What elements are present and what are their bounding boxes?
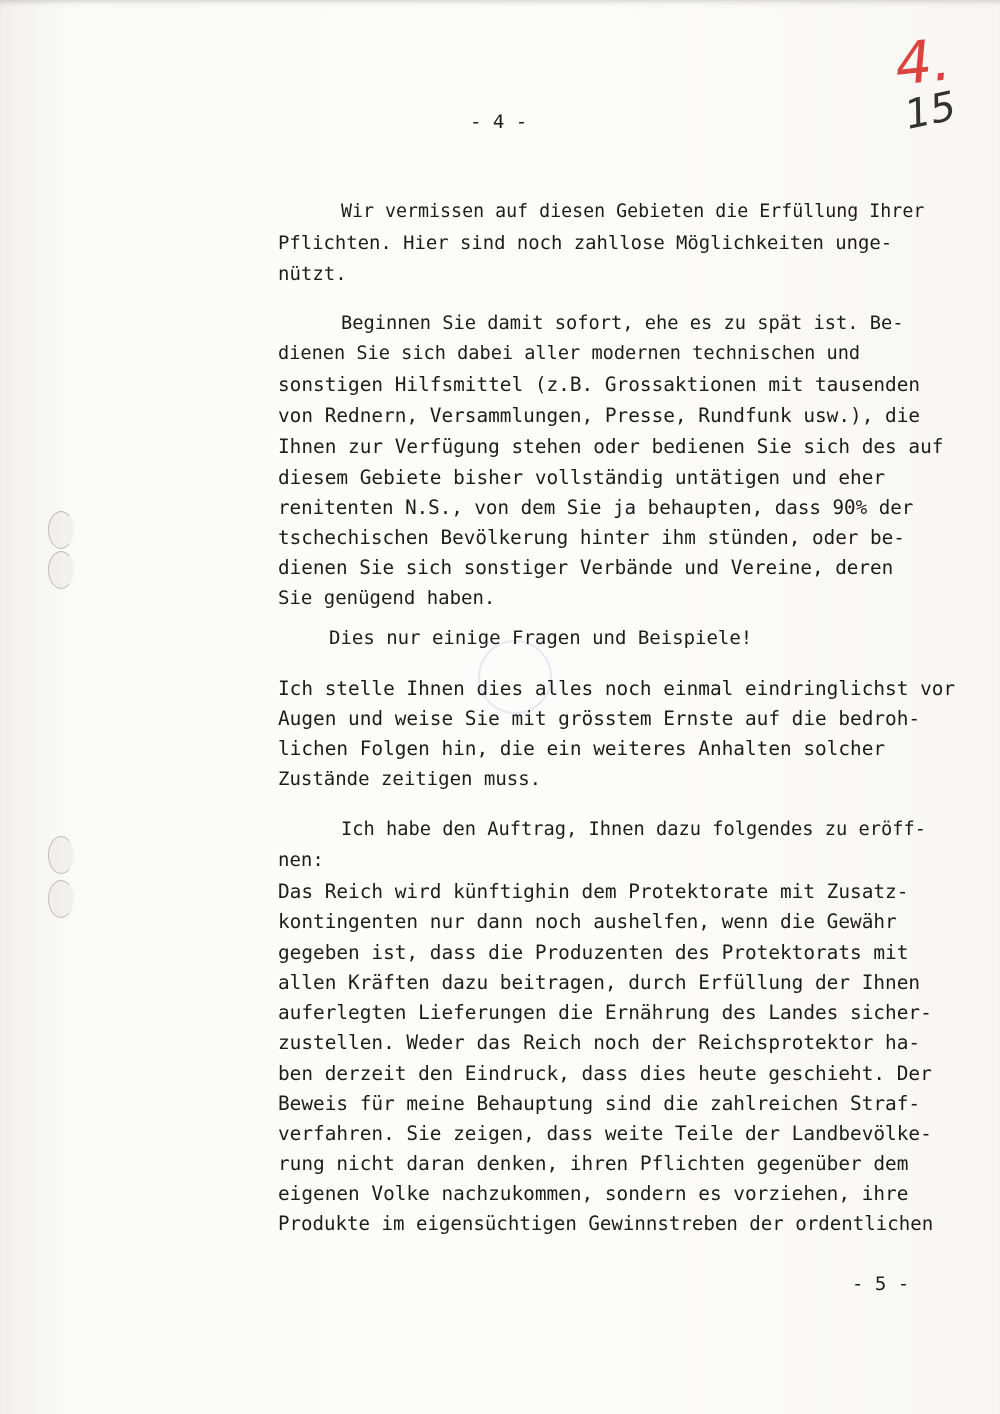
text-line: von Rednern, Versammlungen, Presse, Rundfunk usw.), die [278,404,921,427]
text-line: zustellen. Weder das Reich noch der Reichsprotektor ha- [278,1031,921,1054]
punch-hole [48,551,74,589]
text-line: nen: [278,849,324,871]
text-line: Dies nur einige Fragen und Beispiele! [329,627,753,649]
text-line: kontingenten nur dann noch aushelfen, wenn die Gewähr [278,910,897,933]
punch-hole [48,836,74,874]
text-line: Zustände zeitigen muss. [278,768,542,790]
text-line: Sie genügend haben. [278,587,496,609]
page-number: - 4 - [470,111,528,133]
punch-hole [48,511,74,549]
handwritten-folio-number: 4. [891,25,954,99]
text-line: Augen und weise Sie mit grösstem Ernste auf die bedroh- [278,707,921,730]
text-line: Ich habe den Auftrag, Ihnen dazu folgendes zu eröff- [341,819,927,840]
text-line: Ihnen zur Verfügung stehen oder bedienen Sie sich des auf [278,435,944,458]
text-line: Ich stelle Ihnen dies alles noch einmal eindringlichst vor [278,677,956,700]
text-line: Produkte im eigensüchtigen Gewinnstreben der ordentlichen [278,1212,934,1235]
text-line: rung nicht daran denken, ihren Pflichten gegenüber dem [278,1152,909,1175]
catchword-next-page: - 5 - [852,1273,910,1295]
text-line: diesem Gebiete bisher vollständig untätigen und eher [278,466,886,489]
text-line: ben derzeit den Eindruck, dass dies heute geschieht. Der [278,1062,932,1085]
text-line: Beginnen Sie damit sofort, ehe es zu spät ist. Be- [341,313,904,334]
text-line: eigenen Volke nachzukommen, sondern es vorziehen, ihre [278,1182,909,1205]
text-line: Beweis für meine Behauptung sind die zahlreichen Straf- [278,1092,921,1115]
text-line: dienen Sie sich dabei aller modernen technischen und [278,343,861,364]
text-line: Pflichten. Hier sind noch zahllose Möglichkeiten unge- [278,232,893,254]
text-line: verfahren. Sie zeigen, dass weite Teile der Landbevölke- [278,1122,932,1145]
text-line: gegeben ist, dass die Produzenten des Protektorats mit [278,941,909,964]
text-line: auferlegten Lieferungen die Ernährung des Landes sicher- [278,1001,932,1024]
text-line: sonstigen Hilfsmittel (z.B. Grossaktionen mit tausenden [278,373,921,396]
text-line: Wir vermissen auf diesen Gebieten die Erfüllung Ihrer [341,201,925,222]
text-line: Das Reich wird künftighin dem Protektorate mit Zusatz- [278,880,909,903]
text-line: nützt. [278,263,347,285]
text-line: renitenten N.S., von dem Sie ja behaupten, dass 90% der [278,496,914,519]
text-line: allen Kräften dazu beitragen, durch Erfüllung der Ihnen [278,971,921,994]
text-line: tschechischen Bevölkerung hinter ihm stünden, oder be- [278,526,905,549]
punch-hole [48,880,74,918]
text-line: lichen Folgen hin, die ein weiteres Anhalten solcher [278,737,886,760]
text-line: dienen Sie sich sonstiger Verbände und Vereine, deren [278,556,894,579]
handwritten-folio-subnumber: 15 [900,83,961,139]
